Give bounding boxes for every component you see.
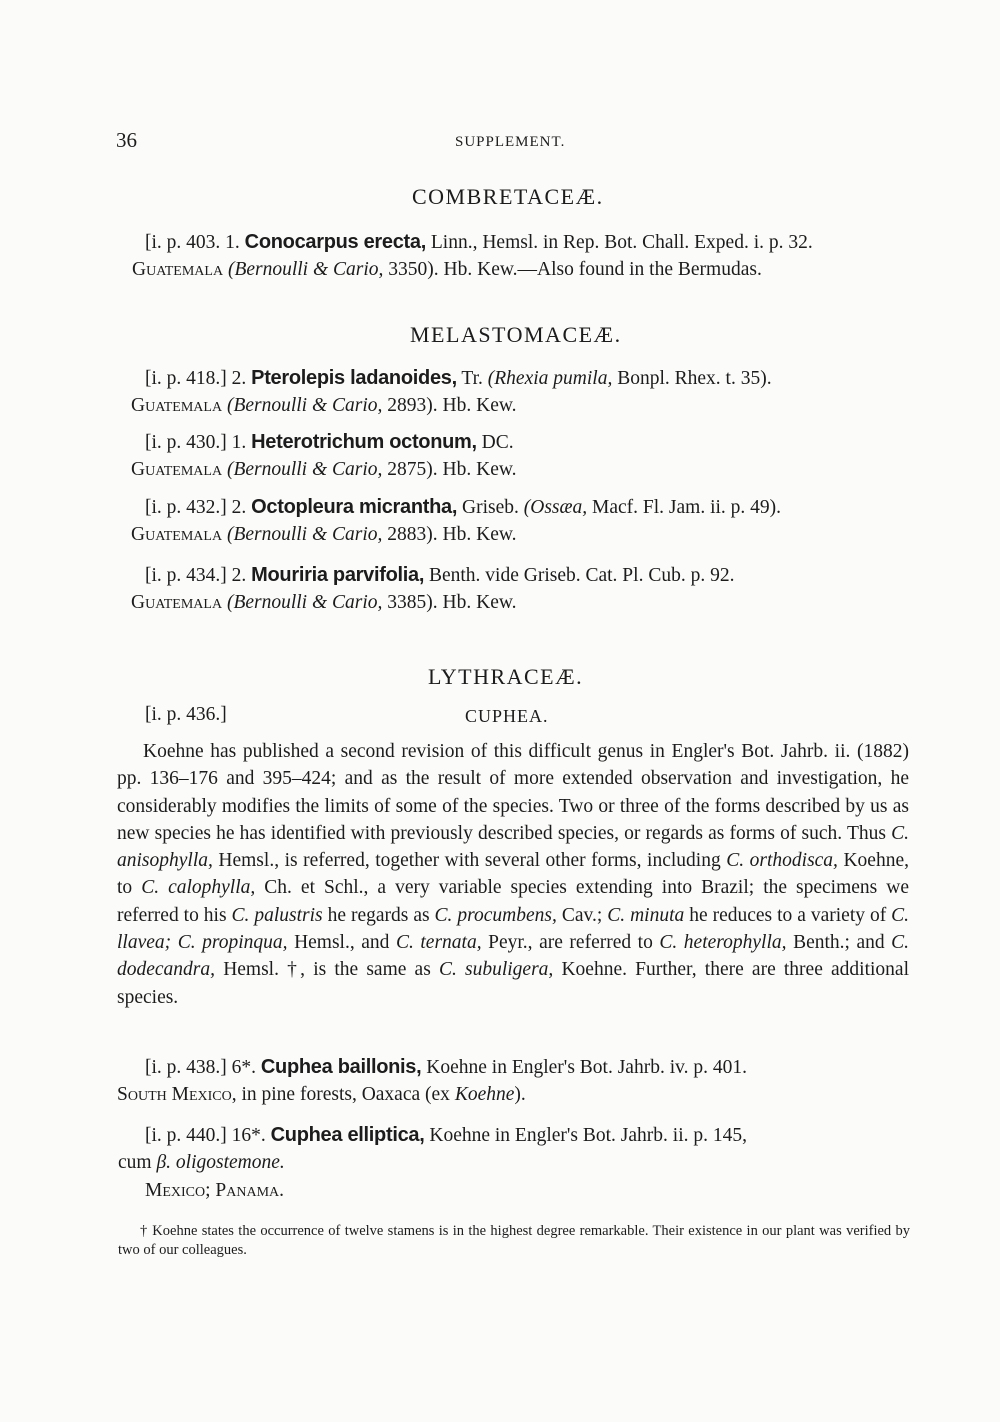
paragraph-text: Hemsl. †, is the same as	[223, 959, 431, 981]
locality: in pine forests, Oaxaca (ex	[241, 1084, 450, 1105]
region: South Mexico,	[117, 1084, 237, 1105]
taxon-name: C. palustris	[231, 904, 323, 926]
collector: (Bernoulli & Cario,	[226, 524, 383, 545]
page-reference: [i. p. 440.] 16*.	[145, 1125, 266, 1146]
region: Guatemala	[131, 592, 223, 613]
page-reference: [i. p. 418.] 2.	[145, 368, 247, 389]
paragraph-text: Hemsl., and	[294, 932, 390, 954]
page-reference: [i. p. 430.] 1.	[145, 432, 247, 453]
species-name: Cuphea elliptica,	[270, 1124, 425, 1146]
taxon-name: C. ternata,	[395, 932, 482, 954]
synonym: (Ossæa,	[523, 497, 588, 518]
herbarium-note: Hb. Kew.	[442, 395, 517, 416]
authority: Griseb.	[462, 497, 519, 518]
entry-pterolepis-line1	[145, 367, 772, 390]
collector: (Bernoulli & Cario,	[226, 395, 383, 416]
cuphea-paragraph	[117, 738, 909, 1011]
region: Guatemala	[132, 259, 224, 280]
specimen-number: 3350).	[388, 259, 439, 280]
entry-mouriria-line2	[131, 592, 517, 614]
specimen-number: 3385).	[387, 592, 438, 613]
section-heading-lythraceae: LYTHRACEÆ.	[428, 664, 584, 689]
paragraph-text: Koehne, to	[117, 850, 909, 899]
entry-pterolepis-line2	[131, 395, 517, 417]
running-title: SUPPLEMENT.	[455, 134, 566, 150]
entry-cuphea-elliptica-line2	[118, 1152, 285, 1174]
entry-conocarpus-line2	[132, 259, 762, 281]
page-reference: [i. p. 434.] 2.	[145, 565, 247, 586]
page-reference: [i. p. 432.] 2.	[145, 497, 247, 518]
variety-name: β. oligostemone.	[156, 1152, 285, 1173]
section-heading-combretaceae: COMBRETACEÆ.	[412, 184, 604, 209]
taxon-name: C. minuta	[607, 904, 685, 926]
paragraph-text: Cav.;	[561, 904, 603, 926]
entry-heterotrichum-line2	[131, 459, 517, 481]
species-name: Pterolepis ladanoides,	[251, 367, 457, 389]
region: Guatemala	[131, 459, 223, 480]
collector: (Bernoulli & Cario,	[226, 592, 383, 613]
section-heading-melastomaceae: MELASTOMACEÆ.	[410, 322, 622, 347]
species-name: Octopleura micrantha,	[251, 496, 458, 518]
page-reference: [i. p. 403. 1.	[145, 232, 240, 253]
herbarium-note: Hb. Kew.—Also found in the Bermudas.	[443, 259, 762, 280]
specimen-number: 2875).	[387, 459, 438, 480]
reference: Bonpl. Rhex. t. 35).	[617, 368, 772, 389]
taxon-name: C. dodecandra,	[117, 932, 910, 981]
taxon-name: C. anisophylla,	[117, 822, 909, 872]
page-number: 36	[116, 128, 137, 152]
authority: Tr.	[461, 368, 483, 389]
entry-cuphea-baillonis-line1	[145, 1056, 747, 1079]
specimen-number: 2883).	[387, 524, 438, 545]
taxon-name: C. procumbens,	[434, 904, 557, 926]
reference: Macf. Fl. Jam. ii. p. 49).	[592, 497, 782, 518]
source: Koehne	[454, 1084, 515, 1105]
paragraph-text: Peyr., are referred to	[488, 932, 653, 954]
footnote	[118, 1222, 910, 1260]
genus-cuphea-reference: [i. p. 436.]	[145, 704, 227, 725]
entry-heterotrichum-line1	[145, 431, 514, 454]
synonym: (Rhexia pumila,	[487, 368, 613, 389]
taxon-name: C. heterophylla,	[659, 932, 787, 954]
paragraph-text: Koehne has published a second revision of this difficult genus in Engler's Bot. Jahrb. ii. (1882) pp. 136–176 and 395–424; and as the result of more extended observation and investigation, he considerably modifies the limits of some of the species. Two or three of the forms described by us as new species he has identified with previously described species, or regards as forms of such. Thus	[117, 741, 909, 844]
paragraph-text: he reduces to a variety of	[689, 904, 887, 926]
paragraph-text: Koehne. Further, there are three additional species.	[117, 959, 909, 1008]
closing-paren: ).	[514, 1084, 526, 1105]
species-name: Heterotrichum octonum,	[251, 431, 477, 453]
entry-octopleura-line1	[145, 496, 781, 519]
page-reference: [i. p. 438.] 6*.	[145, 1057, 257, 1078]
paragraph-text: Hemsl., is referred, together with several other forms, including	[218, 850, 721, 872]
species-name: Conocarpus erecta,	[244, 231, 427, 253]
entry-cuphea-elliptica-region: Mexico; Panama.	[145, 1180, 285, 1201]
paragraph-text: he regards as	[327, 904, 430, 926]
genus-heading-cuphea: CUPHEA.	[465, 706, 549, 726]
entry-mouriria-line1	[145, 564, 734, 587]
authority: Koehne in Engler's Bot. Jahrb. iv. p. 401.	[426, 1057, 747, 1078]
entry-octopleura-line2	[131, 524, 517, 546]
taxon-name: C. propinqua,	[177, 932, 288, 954]
species-name: Mouriria parvifolia,	[251, 564, 425, 586]
entry-cuphea-elliptica-line1	[145, 1124, 747, 1147]
region: Guatemala	[131, 524, 223, 545]
taxon-name: C. orthodisca,	[726, 850, 838, 872]
authority: DC.	[481, 432, 514, 453]
entry-cuphea-baillonis-line2	[117, 1084, 526, 1106]
variety-prefix: cum	[118, 1152, 152, 1173]
paragraph-text: Benth.; and	[793, 932, 885, 954]
paragraph-text: Ch. et Schl., a very variable species extending into Brazil; the specimens we referred to his	[117, 877, 909, 926]
collector: (Bernoulli & Cario,	[226, 459, 383, 480]
species-name: Cuphea baillonis,	[260, 1056, 422, 1078]
authority: Koehne in Engler's Bot. Jahrb. ii. p. 145,	[429, 1125, 747, 1146]
herbarium-note: Hb. Kew.	[442, 459, 517, 480]
authority: Linn., Hemsl. in Rep. Bot. Chall. Exped. i. p. 32.	[430, 232, 813, 253]
entry-conocarpus-line1	[145, 231, 813, 254]
taxon-name: C. subuligera,	[438, 959, 554, 981]
herbarium-note: Hb. Kew.	[442, 592, 517, 613]
specimen-number: 2893).	[387, 395, 438, 416]
taxon-name: C. llavea;	[117, 904, 910, 954]
collector: (Bernoulli & Cario,	[227, 259, 384, 280]
taxon-name: C. calophylla,	[141, 877, 256, 899]
authority: Benth. vide Griseb. Cat. Pl. Cub. p. 92.	[428, 565, 735, 586]
footnote-text: † Koehne states the occurrence of twelve stamens is in the highest degree remarkable. Their existence in our plant was verified by two of our colleagues.	[118, 1223, 910, 1258]
region: Guatemala	[131, 395, 223, 416]
herbarium-note: Hb. Kew.	[442, 524, 517, 545]
